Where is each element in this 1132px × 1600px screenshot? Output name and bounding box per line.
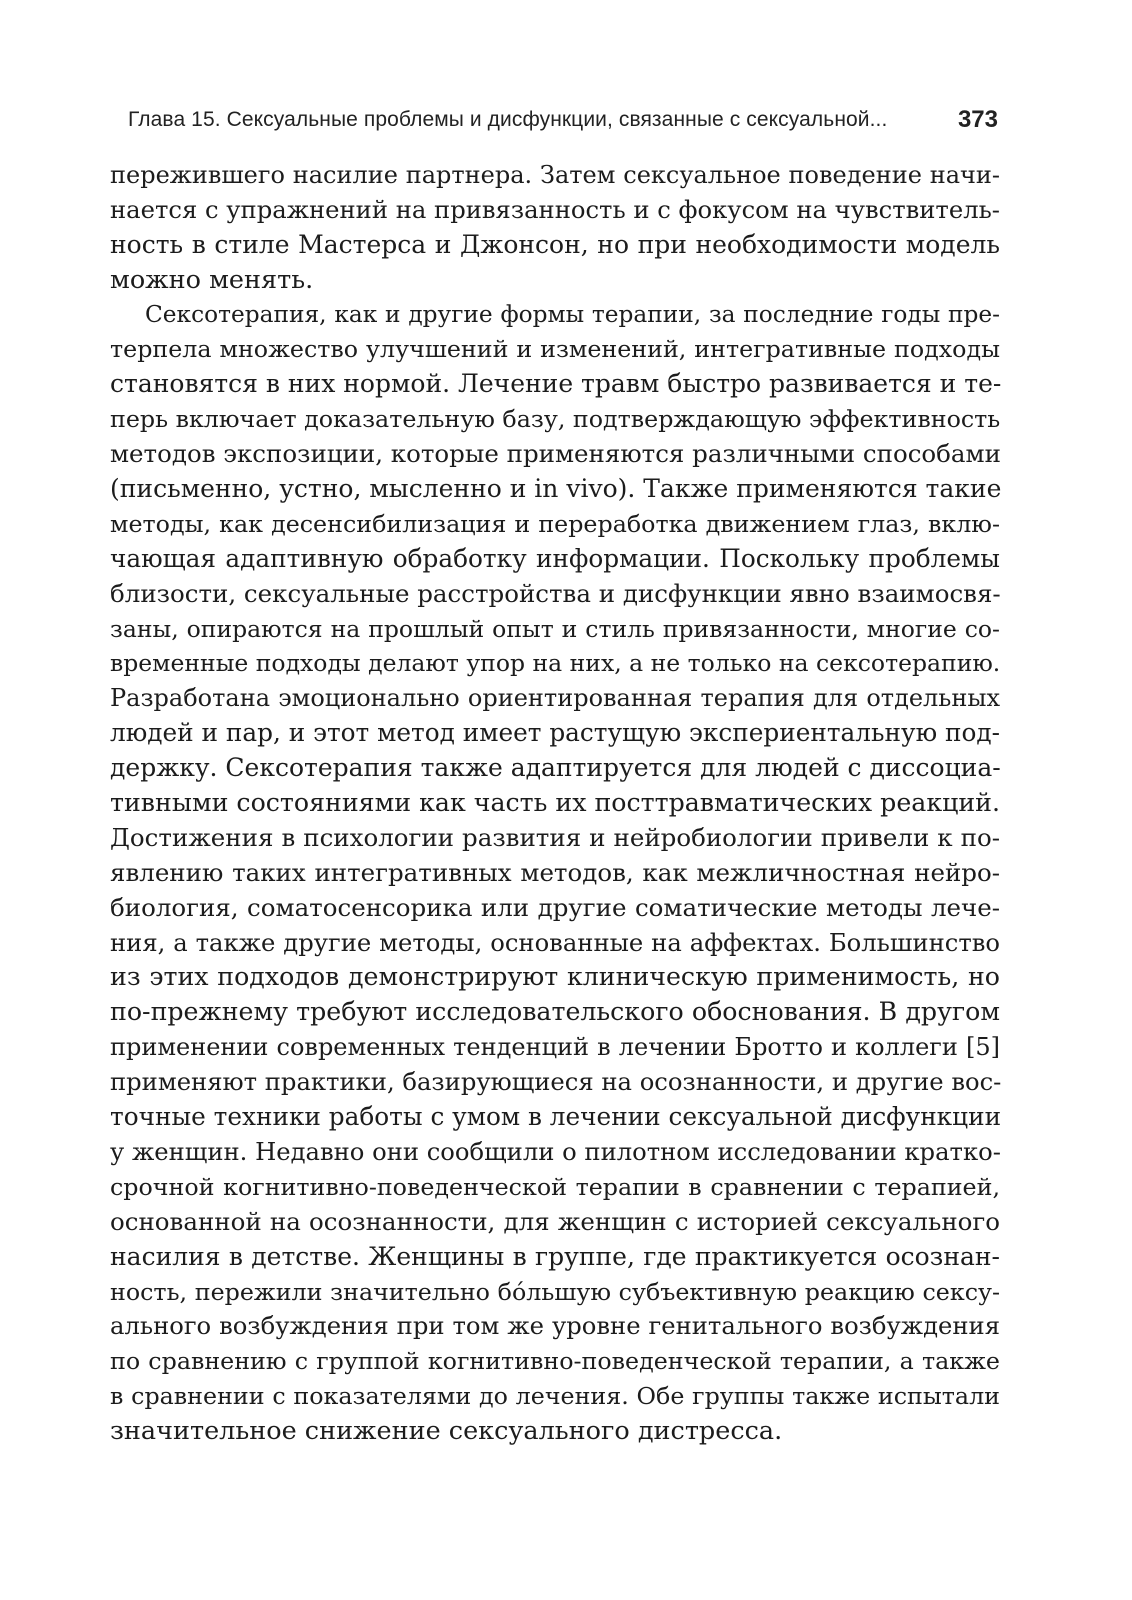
- text-line: близости, сексуальные расстройства и дисфункции явно взаимосвя-: [110, 578, 1001, 608]
- text-line: точные техники работы с умом в лечении сексуальной дисфункции: [110, 1102, 1002, 1132]
- text-line: ность, пережили значительно бо́льшую субъективную реакцию сексу-: [110, 1277, 1000, 1306]
- text-line: срочной когнитивно-поведенческой терапии в сравнении с терапией,: [110, 1172, 1000, 1201]
- text-line: держку. Сексотерапия также адаптируется для людей с диссоциа-: [110, 753, 1001, 783]
- text-line: насилия в детстве. Женщины в группе, где практикуется осознан-: [110, 1241, 1000, 1271]
- text-line: становятся в них нормой. Лечение травм быстро развивается и те-: [110, 369, 1002, 399]
- text-line: заны, опираются на прошлый опыт и стиль привязанности, многие со-: [110, 614, 1000, 643]
- text-line: (письменно, устно, мысленно и in vivo). Также применяются такие: [110, 474, 1002, 504]
- text-line: нается с упражнений на привязанность и с фокусом на чувствитель-: [110, 194, 1000, 224]
- page-number: 373: [957, 106, 998, 133]
- text-line: пережившего насилие партнера. Затем сексуальное поведение начи-: [110, 161, 1000, 189]
- text-line: тивными состояниями как часть их посттравматических реакций.: [110, 788, 1001, 818]
- text-line: Достижения в психологии развития и нейробиологии привели к по-: [110, 822, 1000, 852]
- text-line: чающая адаптивную обработку информации. Поскольку проблемы: [110, 543, 1000, 573]
- running-head-title: Глава 15. Сексуальные проблемы и дисфункции, связанные с сексуальной...: [128, 108, 888, 131]
- text-line: основанной на осознанности, для женщин с историей сексуального: [110, 1206, 1000, 1236]
- text-line: временные подходы делают упор на них, а не только на сексотерапию.: [110, 649, 1001, 678]
- text-line: применяют практики, базирующиеся на осознанности, и другие вос-: [110, 1067, 1002, 1097]
- paragraph-2: [110, 298, 1000, 1449]
- text-line: методов экспозиции, которые применяются различными способами: [110, 439, 1001, 469]
- text-line: ния, а также другие методы, основанные на аффектах. Большинство: [110, 927, 1000, 957]
- text-line: в сравнении с показателями до лечения. Обе группы также испытали: [110, 1382, 1000, 1411]
- text-line: по сравнению с группой когнитивно-поведенческой терапии, а также: [110, 1347, 1000, 1376]
- text-line: перь включает доказательную базу, подтверждающую эффективность: [110, 405, 1001, 434]
- text-line: явлению таких интегративных методов, как межличностная нейро-: [110, 857, 1000, 887]
- text-line: по-прежнему требуют исследовательского обоснования. В другом: [110, 997, 1000, 1027]
- text-line: из этих подходов демонстрируют клиническую применимость, но: [110, 962, 1000, 992]
- text-line: биология, соматосенсорика или другие соматические методы лече-: [110, 892, 1000, 922]
- text-line: можно менять.: [110, 264, 314, 295]
- text-line: Разработана эмоционально ориентированная терапия для отдельных: [110, 684, 1000, 713]
- text-line: применении современных тенденций в лечении Бротто и коллеги [5]: [110, 1033, 1000, 1062]
- paragraph-1: [110, 158, 1000, 298]
- text-line: людей и пар, и этот метод имеет растущую экспериентальную под-: [110, 718, 1000, 748]
- text-line: ность в стиле Мастерса и Джонсон, но при необходимости модель: [110, 229, 1000, 259]
- text-line: методы, как десенсибилизация и переработка движением глаз, вклю-: [110, 509, 1000, 538]
- text-line: терпела множество улучшений и изменений, интегративные подходы: [110, 335, 1000, 364]
- text-line: Сексотерапия, как и другие формы терапии, за последние годы пре-: [145, 300, 1000, 328]
- running-header: [128, 100, 998, 140]
- body-text: [110, 158, 1000, 1449]
- text-line: значительное снижение сексуального дистресса.: [110, 1416, 783, 1447]
- text-line: у женщин. Недавно они сообщили о пилотном исследовании кратко-: [110, 1136, 1001, 1166]
- text-line: ального возбуждения при том же уровне генитального возбуждения: [110, 1311, 1000, 1341]
